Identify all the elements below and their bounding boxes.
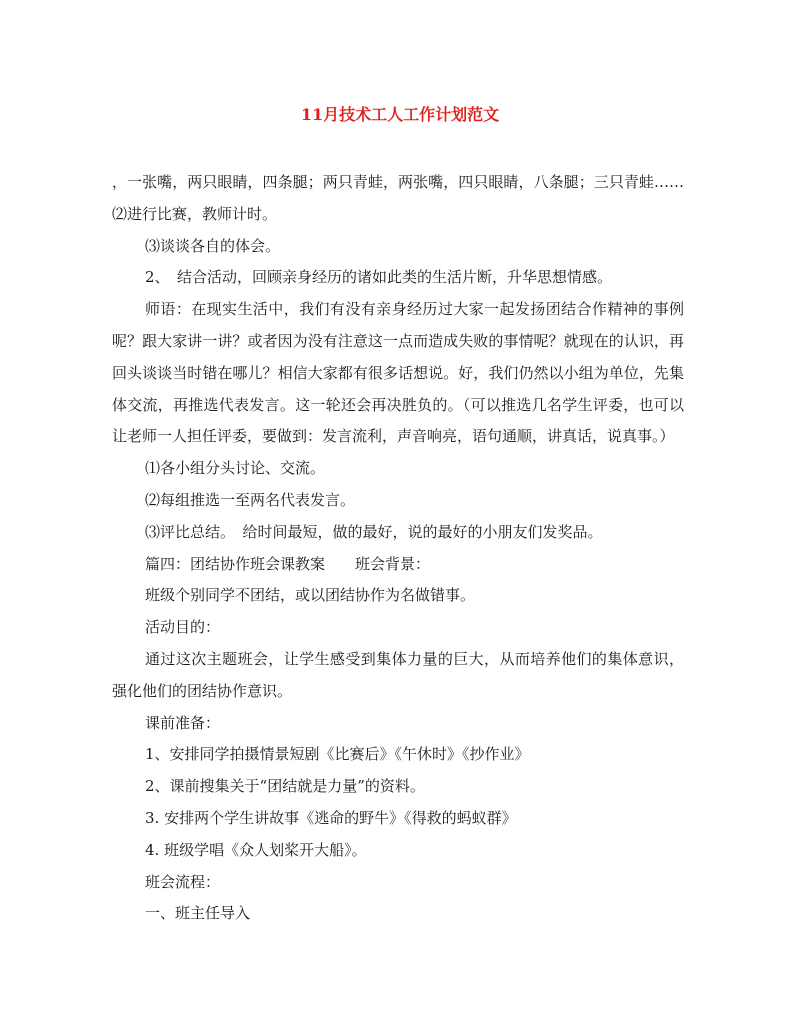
- paragraph: 通过这次主题班会，让学生感受到集体力量的巨大，从而培养他们的集体意识，强化他们的团结协作意识。: [112, 649, 684, 700]
- paragraph: 3. 安排两个学生讲故事《逃命的野牛》《得救的蚂蚁群》: [145, 808, 517, 827]
- paragraph: 活动目的：: [145, 618, 221, 637]
- paragraph: 课前准备：: [145, 713, 221, 732]
- paragraph: 2、 结合活动，回顾亲身经历的诸如此类的生活片断，升华思想情感。: [145, 268, 613, 287]
- paragraph: ⑴各小组分头讨论、交流。: [145, 459, 326, 478]
- paragraph: 师语：在现实生活中，我们有没有亲身经历过大家一起发扬团结合作精神的事例呢？跟大家讲一讲？或者因为没有注意这一点而造成失败的事情呢？就现在的认识，再回头谈谈当时错在哪儿？相信大家都有很多话想说。好，我们仍然以小组为单位，先集体交流，再推选代表发言。这一轮还会再决胜负的。（可以推选几名学生评委，也可以让老师一人担任评委，要做到：发言流利，声音响亮，语句通顺，讲真话，说真事。）: [112, 300, 684, 446]
- paragraph: ⑶谈谈各自的体会。: [145, 236, 281, 255]
- paragraph: ，一张嘴，两只眼睛，四条腿；两只青蛙，两张嘴，四只眼睛，八条腿；三只青蛙…… ⑵进行比赛，教师计时。: [112, 173, 684, 223]
- paragraph: 1、安排同学拍摄情景短剧《比赛后》《午休时》《抄作业》: [145, 745, 530, 764]
- paragraph: 班会流程：: [145, 872, 221, 891]
- paragraph: ⑶评比总结。 给时间最短，做的最好，说的最好的小朋友们发奖品。: [145, 522, 603, 541]
- paragraph: 4. 班级学唱《众人划桨开大船》。: [145, 840, 367, 859]
- document-body: [112, 167, 684, 930]
- paragraph: 一、班主任导入: [145, 904, 251, 923]
- paragraph: 篇四：团结协作班会课教案 班会背景：: [145, 554, 431, 573]
- paragraph: 班级个别同学不团结，或以团结协作为名做错事。: [145, 586, 476, 605]
- paragraph: ⑵每组推选一至两名代表发言。: [145, 490, 356, 509]
- document-title: 11月技术工人工作计划范文: [300, 105, 500, 124]
- paragraph: 2、课前搜集关于“团结就是力量”的资料。: [145, 777, 425, 796]
